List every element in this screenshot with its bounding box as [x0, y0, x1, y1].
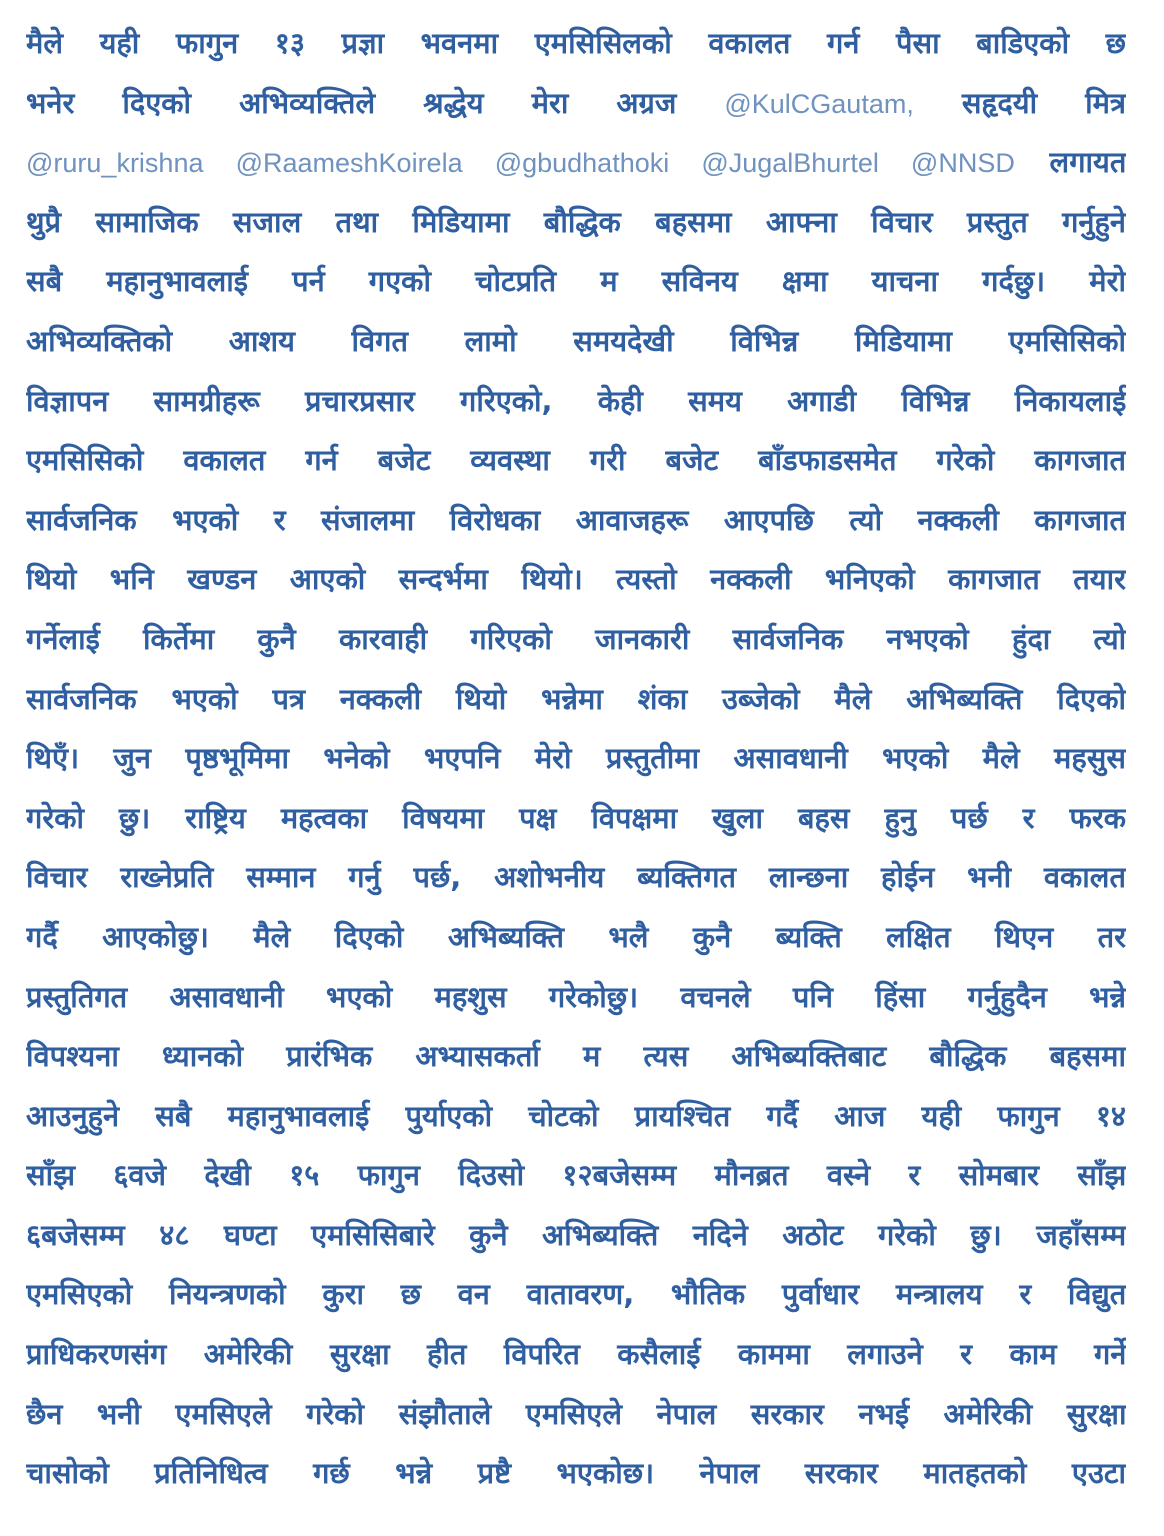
text-line-9: सार्वजनिक भएको र संजालमा विरोधका आवाजहरू आएपछि त्यो नक्कली कागजात: [26, 502, 1126, 537]
text-line-8: एमसिसिको वकालत गर्न बजेट व्यवस्था गरी बजेट बाँडफाडसमेत गरेको कागजात: [26, 443, 1126, 478]
text-line-4: थुप्रै सामाजिक सजाल तथा मिडियामा बौद्धिक बहसमा आफ्ना विचार प्रस्तुत गर्नुहुने: [26, 204, 1126, 239]
text-line-22: एमसिएको नियन्त्रणको कुरा छ वन वातावरण, भौतिक पुर्वाधार मन्त्रालय र विद्युत: [26, 1277, 1126, 1312]
text-line-2-text-after: सहृदयी मित्र: [913, 85, 1126, 120]
text-line-16: गर्दै आएकोछु। मैले दिएको अभिब्यक्ति भलै कुनै ब्यक्ति लक्षित थिएन तर: [26, 919, 1126, 954]
text-line-13: थिएँ। जुन पृष्ठभूमिमा भनेको भएपनि मेरो प्रस्तुतीमा असावधानी भएको मैले महसुस: [26, 741, 1126, 776]
text-line-18: विपश्यना ध्यानको प्रारंभिक अभ्यासकर्ता म त्यस अभिब्यक्तिबाट बौद्धिक बहसमा: [26, 1039, 1126, 1074]
text-line-6: अभिव्यक्तिको आशय विगत लामो समयदेखी विभिन्न मिडियामा एमसिसिको: [26, 323, 1126, 358]
text-line-14: गरेको छु। राष्ट्रिय महत्वका विषयमा पक्ष विपक्षमा खुला बहस हुनु पर्छ र फरक: [26, 800, 1126, 835]
text-line-23: प्राधिकरणसंग अमेरिकी सुरक्षा हीत विपरित कसैलाई काममा लगाउने र काम गर्ने: [26, 1337, 1126, 1372]
text-line-3-handles[interactable]: @ruru_krishna @RaameshKoirela @gbudhathoki @JugalBhurtel @NNSD: [26, 148, 1015, 179]
text-line-20: साँझ ६वजे देखी १५ फागुन दिउसो १२बजेसम्म मौनब्रत वस्ने र सोमबार साँझ: [26, 1158, 1126, 1193]
text-line-7: विज्ञापन सामग्रीहरू प्रचारप्रसार गरिएको, केही समय अगाडी विभिन्न निकायलाई: [26, 383, 1126, 418]
text-line-25: चासोको प्रतिनिधित्व गर्छ भन्ने प्रष्टै भएकोछ। नेपाल सरकार मातहतको एउटा: [26, 1456, 1126, 1491]
text-line-5: सबै महानुभावलाई पर्न गएको चोटप्रति म सविनय क्षमा याचना गर्दछु। मेरो: [26, 264, 1126, 299]
text-line-24: छैन भनी एमसिएले गरेको संझौताले एमसिएले नेपाल सरकार नभई अमेरिकी सुरक्षा: [26, 1396, 1126, 1431]
text-line-3-text-after: लगायत: [1014, 145, 1126, 180]
document-body: [26, 14, 1126, 1530]
text-line-12: सार्वजनिक भएको पत्र नक्कली थियो भन्नेमा शंका उब्जेको मैले अभिब्यक्ति दिएको: [26, 681, 1126, 716]
text-line-17: प्रस्तुतिगत असावधानी भएको महशुस गरेकोछु। वचनले पनि हिंसा गर्नुहुदैन भन्ने: [26, 979, 1126, 1014]
text-line-10: थियो भनि खण्डन आएको सन्दर्भमा थियो। त्यस्तो नक्कली भनिएको कागजात तयार: [26, 562, 1126, 597]
text-line-11: गर्नेलाई किर्तेमा कुनै कारवाही गरिएको जानकारी सार्वजनिक नभएको हुंदा त्यो: [26, 621, 1126, 656]
text-line-2-text-before: भनेर दिएको अभिव्यक्तिले श्रद्धेय मेरा अग्रज: [26, 85, 725, 120]
text-line-1: मैले यही फागुन १३ प्रज्ञा भवनमा एमसिसिलको वकालत गर्न पैसा बाडिएको छ: [26, 26, 1126, 60]
text-line-21: ६बजेसम्म ४८ घण्टा एमसिसिबारे कुनै अभिब्यक्ति नदिने अठोट गरेको छु। जहाँसम्म: [26, 1217, 1126, 1252]
text-line-3: [26, 133, 1126, 193]
text-line-2-handles[interactable]: @KulCGautam,: [724, 88, 914, 119]
text-line-15: विचार राख्नेप्रति सम्मान गर्नु पर्छ, अशोभनीय ब्यक्तिगत लान्छना होईन भनी वकालत: [26, 860, 1126, 895]
text-line-19: आउनुहुने सबै महानुभावलाई पुर्याएको चोटको प्रायश्चित गर्दै आज यही फागुन १४: [26, 1098, 1126, 1133]
text-line-2: [26, 74, 1126, 134]
